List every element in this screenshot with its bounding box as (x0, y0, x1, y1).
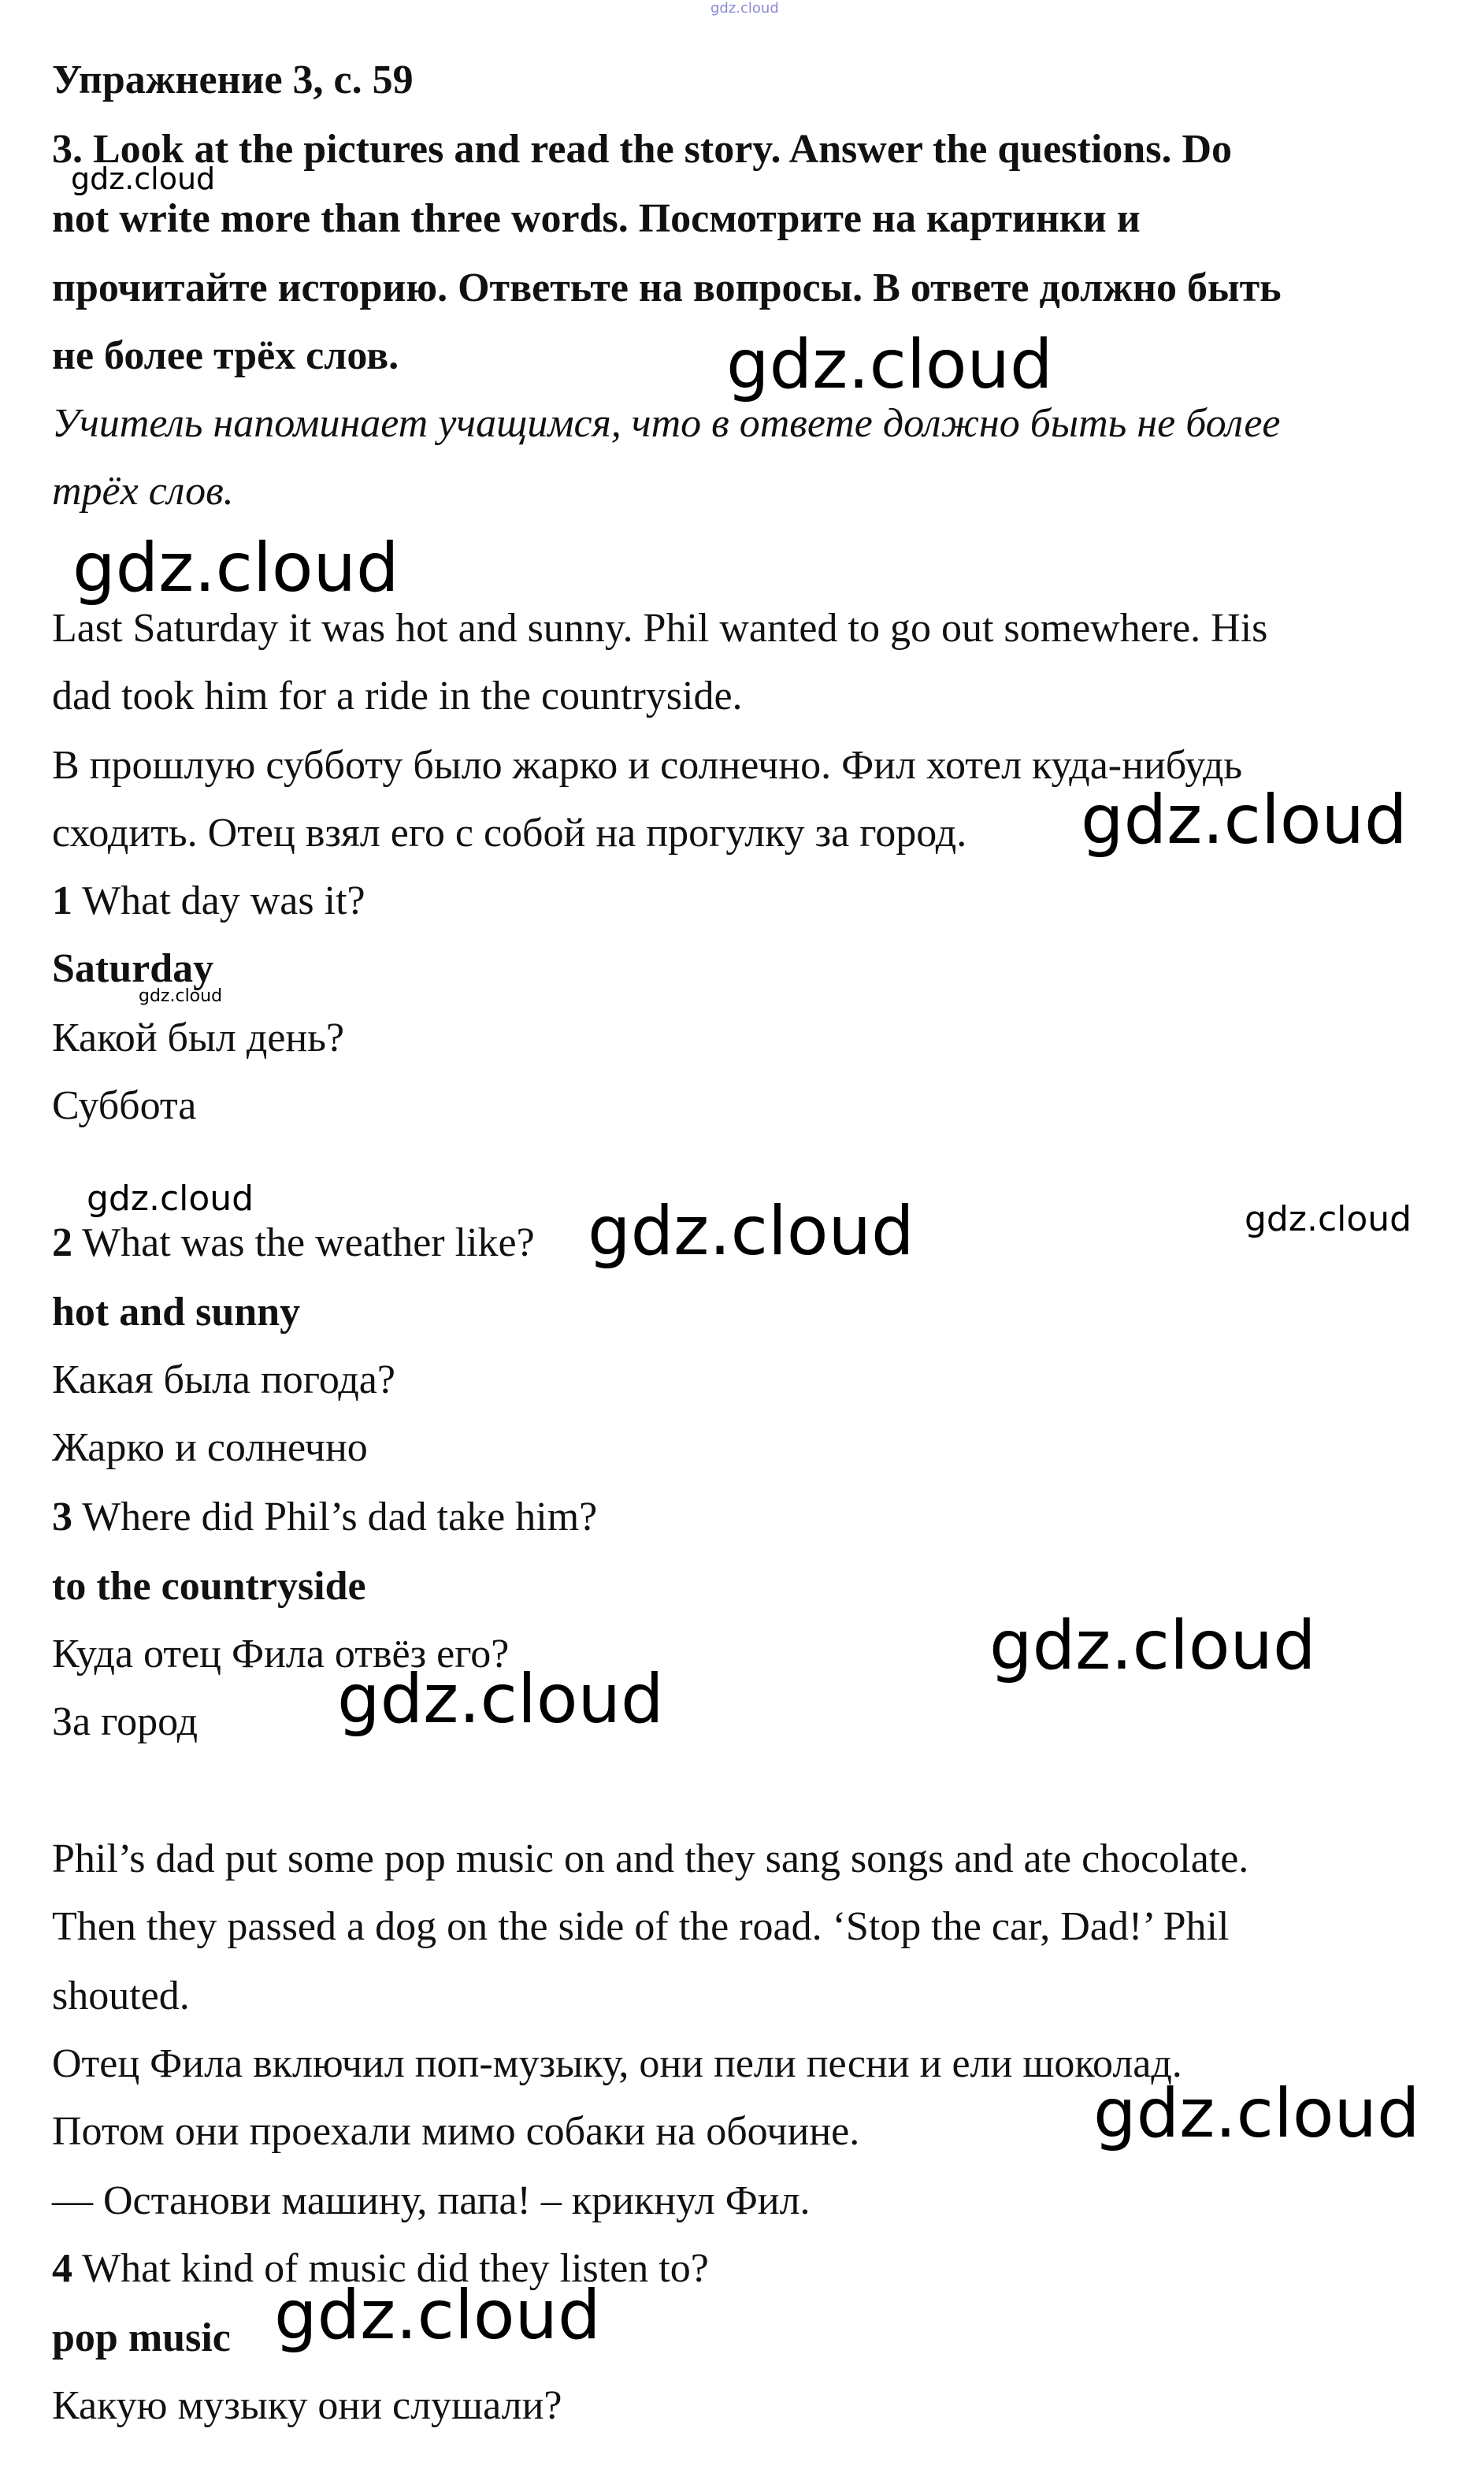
story2-en-line-1: Phil’s dad put some pop music on and they sang songs and ate chocolate. (52, 1836, 1249, 1881)
watermark-top: gdz.cloud (710, 0, 779, 17)
story-ru-line-1: В прошлую субботу было жарко и солнечно. Фил хотел куда-нибудь (52, 743, 1243, 788)
question-3 (52, 1494, 597, 1541)
question-text: Where did Phil’s dad take him? (82, 1494, 598, 1539)
question-number: 1 (52, 878, 72, 923)
task-line-3: прочитайте историю. Ответьте на вопросы. В ответе должно быть (52, 265, 1282, 310)
teacher-note-line-2: трёх слов. (52, 469, 234, 514)
question-text: What day was it? (82, 878, 365, 923)
answer-3-ru: За город (52, 1699, 198, 1744)
watermark: gdz.cloud (588, 1192, 915, 1271)
watermark: gdz.cloud (274, 2276, 601, 2355)
question-number: 3 (52, 1494, 72, 1539)
watermark: gdz.cloud (1081, 781, 1408, 860)
story2-ru-line-2: Потом они проехали мимо собаки на обочине. (52, 2109, 860, 2154)
watermark: gdz.cloud (71, 162, 216, 196)
task-line-1: 3. Look at the pictures and read the story. Answer the questions. Do (52, 127, 1232, 172)
question-text: What was the weather like? (82, 1220, 535, 1265)
question-number: 2 (52, 1220, 72, 1265)
question-1 (52, 878, 365, 925)
watermark: gdz.cloud (87, 1179, 254, 1219)
task-line-4: не более трёх слов. (52, 333, 399, 378)
answer-4: pop music (52, 2315, 231, 2360)
story2-ru-line-3: — Останови машину, папа! – крикнул Фил. (52, 2178, 811, 2223)
question-text: What kind of music did they listen to? (82, 2246, 709, 2291)
question-3-ru: Куда отец Фила отвёз его? (52, 1632, 510, 1676)
exercise-title: Упражнение 3, с. 59 (52, 58, 414, 102)
question-2 (52, 1220, 535, 1267)
story2-en-line-3: shouted. (52, 1973, 190, 2018)
question-2-ru: Какая была погода? (52, 1357, 395, 1402)
question-4-ru: Какую музыку они слушали? (52, 2383, 562, 2428)
story-ru-line-2: сходить. Отец взял его с собой на прогулку за город. (52, 811, 967, 856)
watermark: gdz.cloud (726, 325, 1053, 404)
answer-1: Saturday (52, 946, 214, 991)
story-en-line-1: Last Saturday it was hot and sunny. Phil wanted to go out somewhere. His (52, 606, 1268, 651)
story2-ru-line-1: Отец Фила включил поп-музыку, они пели песни и ели шоколад. (52, 2041, 1182, 2086)
story-en-line-2: dad took him for a ride in the countryside. (52, 674, 743, 718)
answer-1-ru: Суббота (52, 1083, 197, 1128)
watermark: gdz.cloud (1093, 2074, 1420, 2153)
answer-3: to the countryside (52, 1564, 366, 1609)
watermark: gdz.cloud (72, 529, 399, 607)
watermark: gdz.cloud (989, 1606, 1316, 1685)
watermark: gdz.cloud (337, 1660, 664, 1739)
teacher-note-line-1: Учитель напоминает учащимся, что в ответе должно быть не более (52, 401, 1281, 446)
task-line-2: not write more than three words. Посмотрите на картинки и (52, 196, 1141, 241)
answer-2-ru: Жарко и солнечно (52, 1425, 368, 1470)
question-number: 4 (52, 2246, 72, 2291)
story2-en-line-2: Then they passed a dog on the side of the road. ‘Stop the car, Dad!’ Phil (52, 1904, 1230, 1949)
watermark: gdz.cloud (1245, 1199, 1412, 1239)
question-1-ru: Какой был день? (52, 1016, 345, 1060)
watermark: gdz.cloud (139, 986, 223, 1006)
answer-2: hot and sunny (52, 1290, 301, 1335)
